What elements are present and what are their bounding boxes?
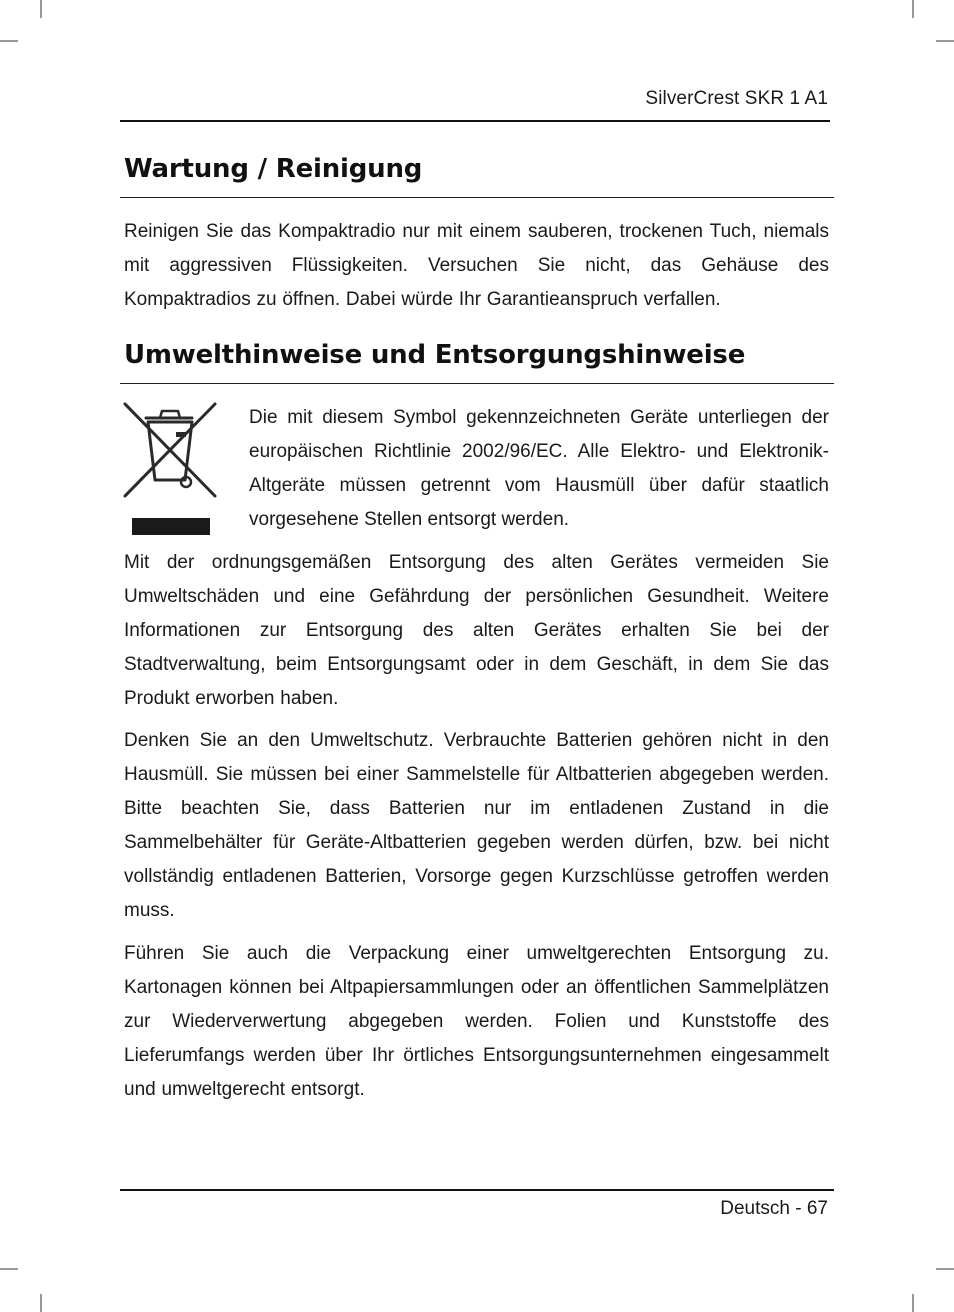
header-rule — [120, 120, 830, 122]
maintenance-paragraph: Reinigen Sie das Kompaktradio nur mit einem sauberen, trockenen Tuch, niemals mit aggressiven Flüssigkeiten. Versuchen Sie nicht, das Gehäuse des Kompaktradios zu öffnen. Dabei würde Ihr Garantieanspruch verfallen. — [124, 221, 829, 310]
crop-mark — [0, 40, 18, 42]
batteries-paragraph: Denken Sie an den Umweltschutz. Verbrauchte Batterien gehören nicht in den Hausmüll. Sie müssen bei einer Sammelstelle für Altbatterien abgegeben werden. Bitte beachten Sie, dass Batterien nur im entladenen Zustand in die Sammelbehälter für Geräte-Altbatterien gegeben werden dürfen, bzw. bei nicht vollständig entladenen Batterien, Vorsorge gegen Kurzschlüsse getroffen werden muss. — [124, 730, 829, 921]
symbol-paragraph: Die mit diesem Symbol gekennzeichneten Geräte unterliegen der europäischen Richtlinie 2002/96/EC. Alle Elektro- und Elektronik-Altgeräte müssen getrennt vom Hausmüll über dafür staatlich vorgesehene Stellen entsorgt werden. — [249, 407, 829, 530]
crop-mark — [912, 0, 914, 18]
crossed-out-wheelie-bin-icon — [122, 400, 220, 540]
section-title-maintenance: Wartung / Reinigung — [124, 154, 423, 184]
crop-mark — [40, 0, 42, 18]
page-number: Deutsch - 67 — [720, 1198, 828, 1219]
section-rule — [120, 383, 834, 384]
crop-mark — [936, 40, 954, 42]
packaging-paragraph: Führen Sie auch die Verpackung einer umweltgerechten Entsorgung zu. Kartonagen können bei Altpapiersammlungen oder an öffentlichen Sammelplätzen zur Wiederverwertung abgegeben werden. Folien und Kunststoffe des Lieferumfangs werden über Ihr örtliches Entsorgungsunternehmen eingesammelt und umweltgerecht entsorgt. — [124, 943, 829, 1100]
section-title-environment: Umwelthinweise und Entsorgungshinweise — [124, 340, 746, 370]
section-rule — [120, 197, 834, 198]
crop-mark — [40, 1294, 42, 1312]
crop-mark — [0, 1268, 18, 1270]
disposal-paragraph: Mit der ordnungsgemäßen Entsorgung des alten Gerätes vermeiden Sie Umweltschäden und eine Gefährdung der persönlichen Gesundheit. Weitere Informationen zur Entsorgung des alten Gerätes erhalten Sie bei der Stadtverwaltung, beim Entsorgungsamt oder in dem Geschäft, in dem Sie das Produkt erworben haben. — [124, 552, 829, 709]
crop-mark — [912, 1294, 914, 1312]
running-header: SilverCrest SKR 1 A1 — [645, 88, 828, 109]
crop-mark — [936, 1268, 954, 1270]
footer-rule — [120, 1189, 834, 1191]
